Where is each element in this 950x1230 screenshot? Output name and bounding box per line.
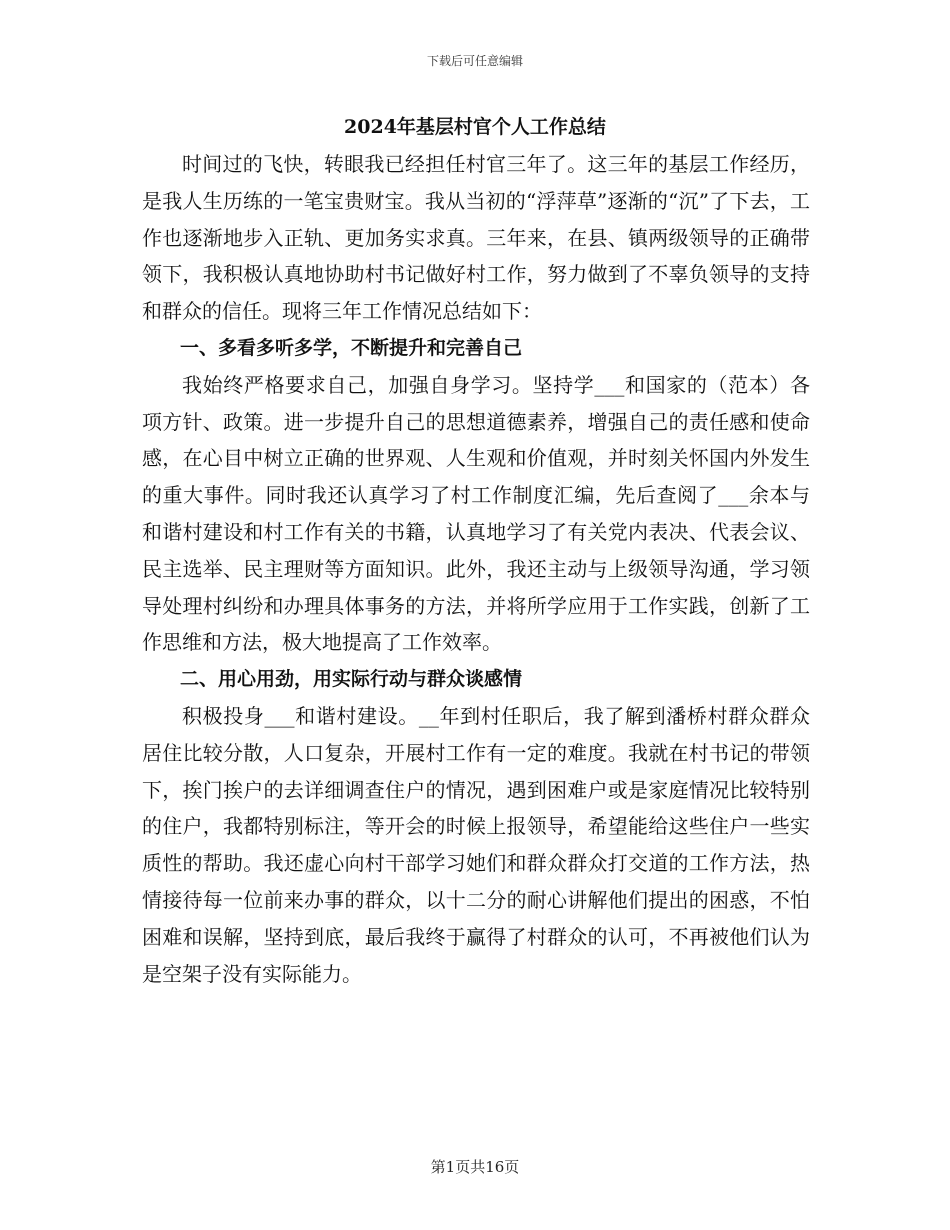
document-title: 2024年基层村官个人工作总结 (344, 116, 606, 138)
section-2-paragraph: 积极投身___和谐村建设。__年到村任职后，我了解到潘桥村群众群众居住比较分散，人口复杂，开展村工作有一定的难度。我就在村书记的带领下，挨门挨户的去详细调查住户的情况，遇到困难户或是家庭情况比较特别的住户，我都特别标注，等开会的时候上报领导，希望能给这些住户一些实质性的帮助。我还虚心向村干部学习她们和群众群众打交道的工作方法，热情接待每一位前来办事的群众，以十二分的耐心讲解他们提出的困惑，不怕困难和误解，坚持到底，最后我终于赢得了村群众的认可，不再被他们认为是空架子没有实际能力。 (142, 703, 810, 986)
document-body (142, 146, 810, 992)
page-number-footer: 第1页共16页 (430, 1158, 520, 1176)
section-1-heading: 一、多看多听多学，不断提升和完善自己 (180, 336, 523, 359)
intro-paragraph: 时间过的飞快，转眼我已经担任村官三年了。这三年的基层工作经历，是我人生历练的一笔宝贵财宝。我从当初的“浮萍草”逐渐的“沉”了下去，工作也逐渐地步入正轨、更加务实求真。三年来，在县、镇两级领导的正确带领下，我积极认真地协助村书记做好村工作，努力做到了不辜负领导的支持和群众的信任。现将三年工作情况总结如下： (142, 152, 810, 324)
section-1-paragraph: 我始终严格要求自己，加强自身学习。坚持学___和国家的（范本）各项方针、政策。进一步提升自己的思想道德素养，增强自己的责任感和使命感，在心目中树立正确的世界观、人生观和价值观，并时刻关怀国内外发生的重大事件。同时我还认真学习了村工作制度汇编，先后查阅了___余本与和谐村建设和村工作有关的书籍，认真地学习了有关党内表决、代表会议、民主选举、民主理财等方面知识。此外，我还主动与上级领导沟通，学习领导处理村纠纷和办理具体事务的方法，并将所学应用于工作实践，创新了工作思维和方法，极大地提高了工作效率。 (142, 372, 810, 655)
page-header-note: 下载后可任意编辑 (426, 54, 523, 68)
section-2-heading: 二、用心用劲，用实际行动与群众谈感情 (180, 668, 523, 691)
